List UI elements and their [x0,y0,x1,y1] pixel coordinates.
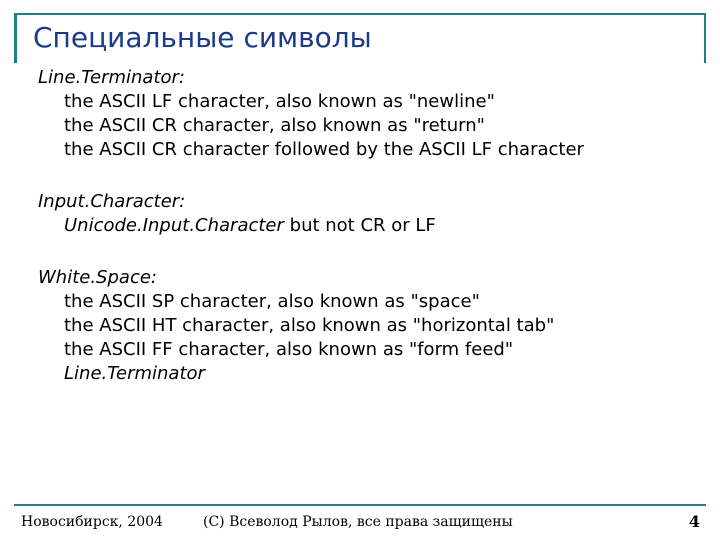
section-heading: Input.Character: [38,191,186,212]
definition-line: the ASCII CR character followed by the ASCII LF character [64,139,584,160]
footer-copyright: (С) Всеволод Рылов, все права защищены [203,514,513,530]
definition-line: the ASCII CR character, also known as "return" [64,115,485,136]
term-reference: Line.Terminator [64,363,205,384]
page-number: 4 [688,512,700,531]
slide-title: Специальные символы [33,21,372,54]
section-heading: White.Space: [38,267,157,288]
definition-line: the ASCII SP character, also known as "space" [64,291,480,312]
definition-line: the ASCII LF character, also known as "newline" [64,91,495,112]
slide-content [38,66,708,386]
term-reference: Unicode.Input.Character [64,215,284,236]
definition-line: the ASCII HT character, also known as "horizontal tab" [64,315,555,336]
section-input-character [38,190,708,238]
section-line-terminator [38,66,708,162]
definition-line [38,214,708,238]
definition-text: but not CR or LF [283,215,436,236]
section-heading: Line.Terminator: [38,67,185,88]
section-white-space [38,266,708,386]
footer-location-year: Новосибирск, 2004 [21,514,163,530]
definition-line: the ASCII FF character, also known as "form feed" [64,339,514,360]
footer-divider [14,504,706,506]
